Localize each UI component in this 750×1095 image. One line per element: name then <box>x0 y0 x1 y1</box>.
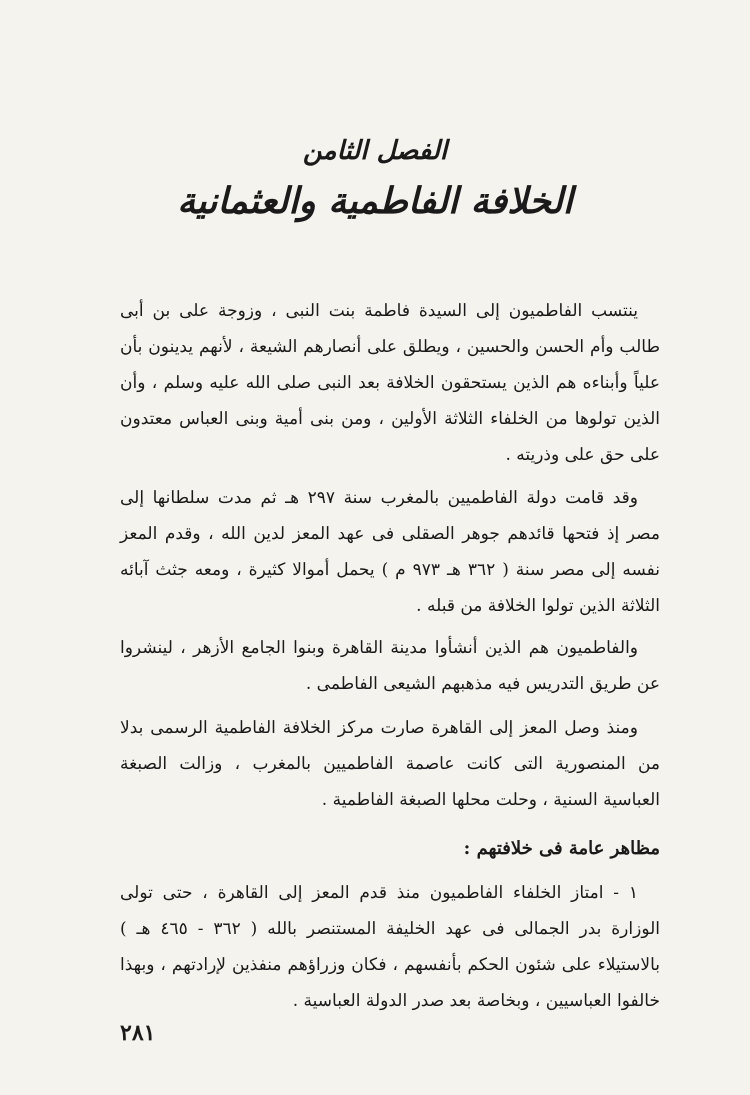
section-item-1 <box>120 875 660 1019</box>
section-heading: مظاهر عامة فى خلافتهم : <box>463 838 660 859</box>
paragraph-caliphate-center <box>120 710 660 818</box>
chapter-title: الخلافة الفاطمية والعثمانية <box>177 180 573 222</box>
paragraph-text: وقد قامت دولة الفاطميين بالمغرب سنة ٢٩٧ هـ ثم مدت سلطانها إلى مصر إذ فتحها قائدهم جوهر الصقلى فى عهد المعز لدين الله ، وقدم المعز نفسه إلى مصر سنة ( ٣٦٢ هـ ٩٧٣ م ) يحمل أموالا كثيرة ، ومعه جثث آبائه الثلاثة الذين تولوا الخلافة من قبله . <box>120 488 660 616</box>
paragraph-state-founding <box>120 480 660 624</box>
paragraph-origins <box>120 293 660 473</box>
paragraph-text: ينتسب الفاطميون إلى السيدة فاطمة بنت النبى ، وزوجة على بن أبى طالب وأم الحسن والحسين ، ويطلق على أنصارهم الشيعة ، لأنهم يدينون بأن علياً وأبناءه هم الذين يستحقون الخلافة بعد النبى صلى الله عليه وسلم ، وأن الذين تولوها من الخلفاء الثلاثة الأولين ، ومن بنى أمية وبنى العباس معتدون على حق على وذريته . <box>120 301 660 465</box>
paragraph-cairo-azhar <box>120 630 660 702</box>
page-number: ٢٨١ <box>120 1020 156 1046</box>
paragraph-text: ومنذ وصل المعز إلى القاهرة صارت مركز الخلافة الفاطمية الرسمى بدلا من المنصورية التى كانت عاصمة الفاطميين بالمغرب ، وزالت الصبغة العباسية السنية ، وحلت محلها الصبغة الفاطمية . <box>120 718 660 810</box>
paragraph-text: ١ - امتاز الخلفاء الفاطميون منذ قدم المعز إلى القاهرة ، حتى تولى الوزارة بدر الجمالى فى عهد الخليفة المستنصر بالله ( ٣٦٢ - ٤٦٥ هـ ) بالاستيلاء على شئون الحكم بأنفسهم ، فكان وزراؤهم منفذين لإرادتهم ، وبهذا خالفوا العباسيين ، وبخاصة بعد صدر الدولة العباسية . <box>120 883 661 1011</box>
paragraph-text: والفاطميون هم الذين أنشأوا مدينة القاهرة وبنوا الجامع الأزهر ، لينشروا عن طريق التدريس فيه مذهبهم الشيعى الفاطمى . <box>120 638 660 694</box>
chapter-label: الفصل الثامن <box>302 136 448 166</box>
